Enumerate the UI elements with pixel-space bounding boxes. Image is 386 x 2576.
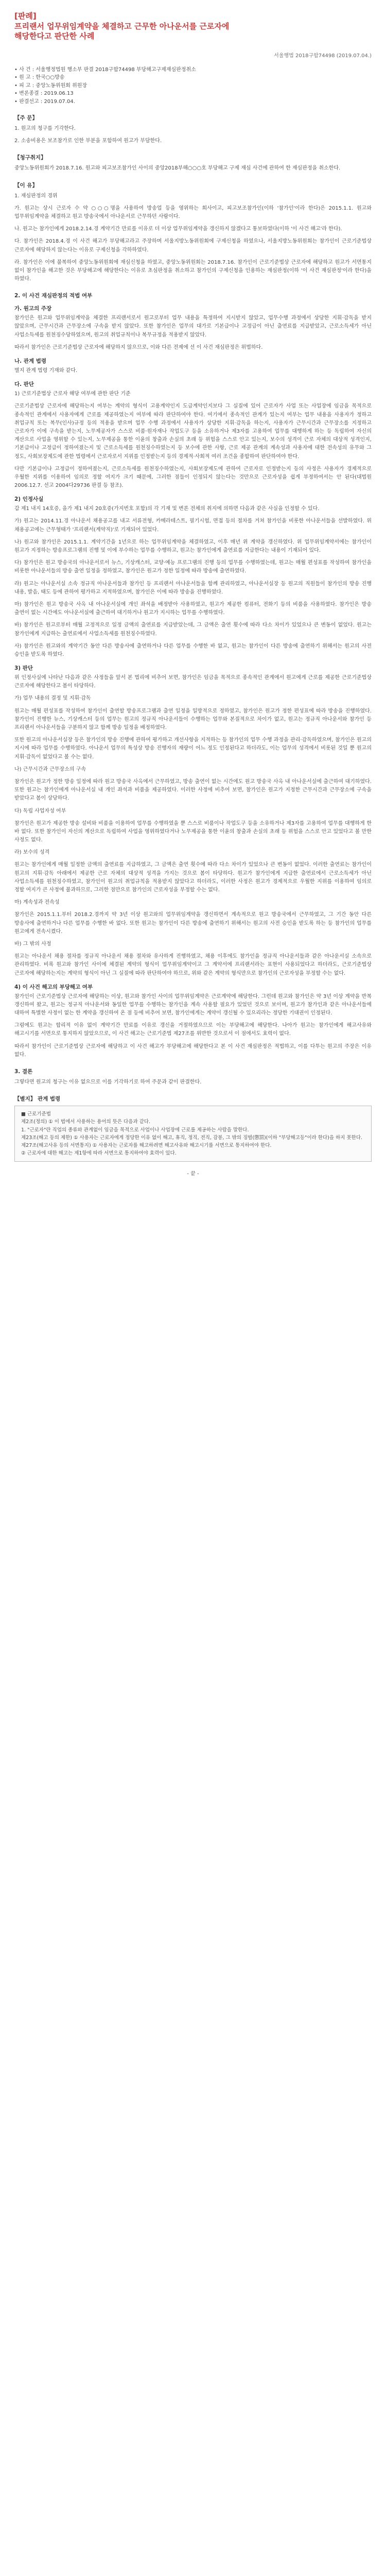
judgment-paragraph: 나) 근무시간과 근무장소의 구속 [14,766,86,772]
title-line-1: 프리랜서 업무위임계약을 체결하고 근무한 아나운서를 근로자에 [14,21,230,31]
sub-sections-container [14,304,372,490]
judgment-paragraph: 가) 업무 내용의 결정 및 지휘·감독 [14,696,91,702]
case-meta-item: • 사 건 : 서울행정법원 행소부 판결 2018구합74498 부당해고구제재심판정취소 [14,66,196,73]
judgment-paragraph: 다) 독립 사업자성 여부 [14,808,66,814]
sub-section-paragraph: 1) 근로기준법상 근로자 해당 여부에 관한 판단 기준 [14,391,131,397]
judgment-paragraph: 참가인은 원고가 제공한 방송 설비와 비품을 이용하여 업무를 수행하였을 뿐 스스로 비품이나 작업도구 등을 소유하거나 제3자를 고용하여 업무를 대행하게 한 바 없다. 또한 참가인이 자신의 계산으로 독립하여 사업을 영위하였다거나 노무제공을 통한 이윤의 창출과 손실의 초래 등 위험을 스스로 안고 있었다고 볼 만한 사정도 없다. [14,820,372,843]
dismissal-body [14,993,372,1059]
section-paragraph: 가. 원고는 상시 근로자 수 약 ○○○명을 사용하여 방송업 등을 영위하는 회사이고, 피고보조참가인(이하 '참가인'이라 한다)은 2015.1.1. 원고와 업무위임계약을 체결하고 원고 방송국에서 아나운서로 근무하던 사람이다. [14,205,372,219]
law-box [14,1106,372,1162]
judgment-paragraph: 원고는 매월 편성표를 작성하여 참가인이 출연할 방송프로그램과 출연 일정을 일방적으로 정하였고, 참가인은 원고가 정한 편성표에 따라 방송을 진행하였다. 참가인이 진행한 뉴스, 기상캐스터 등의 업무는 원고의 정규직 아나운서들이 수행하는 업무와 본질적으로 차이가 없고, 원고는 정규직 아나운서와 참가인 등 프리랜서 아나운서들을 구분하지 않고 함께 방송 일정을 배정하였다. [14,708,372,731]
sections-container [14,114,372,299]
section-head: 【이 유】 [14,182,38,189]
case-number: 서울행법 2018구합74498 (2019.07.04.) [274,53,372,59]
dismissal-paragraph: 따라서 참가인이 근로기준법상 근로자에 해당하고 이 사건 해고가 부당해고에 해당한다고 본 이 사건 재심판정은 적법하고, 이를 다투는 원고의 주장은 이유 없다. [14,1043,372,1058]
section-head: 2. 이 사건 재심판정의 적법 여부 [14,293,93,299]
law-line: 제2조(정의) ① 이 법에서 사용하는 용어의 뜻은 다음과 같다. [21,1119,151,1125]
section-paragraph: 중앙노동위원회가 2018.7.16. 원고와 피고보조참가인 사이의 중앙2018부해○○○호 부당해고 구제 재심 사건에 관하여 한 재심판정을 취소한다. [14,165,341,172]
conclusion-body [14,1078,372,1087]
section-paragraph: 1. 원고의 청구를 기각한다. [14,126,76,131]
law-line: 제27조(해고사유 등의 서면통지) ① 사용자는 근로자를 해고하려면 해고사유와 해고시기를 서면으로 통지하여야 한다. [21,1142,272,1148]
case-meta [14,66,372,106]
section-head: 【청구취지】 [14,155,46,161]
dismissal-head: 4) 이 사건 해고의 부당해고 여부 [14,984,93,990]
title-block [14,11,372,42]
recognized-facts [14,517,372,659]
sub-section-paragraph: 다만 기본급이나 고정급이 정하여졌는지, 근로소득세를 원천징수하였는지, 사회보장제도에 관하여 근로자로 인정받는지 등의 사정은 사용자가 경제적으로 우월한 지위를 이용하여 임의로 정할 여지가 크기 때문에, 그러한 점들이 인정되지 않는다는 것만으로 근로자성을 쉽게 부정하여서는 안 된다(대법원 2006.12.7. 선고 2004다29736 판결 등 참조). [14,466,372,489]
recognized-paragraph: 라) 원고는 아나운서실 소속 정규직 아나운서들과 참가인 등 프리랜서 아나운서들을 함께 관리하였고, 아나운서실장 등 원고의 직원들이 참가인의 방송 진행 내용, 발음, 태도 등에 관하여 평가하고 지적하였으며, 참가인은 이에 따라 방송을 진행하였다. [14,581,372,595]
judgment-paragraph: 바) 그 밖의 사정 [14,941,51,947]
law-box-head: 【별지】 관계 법령 [14,1096,61,1103]
dismissal-paragraph: 그럼에도 원고는 합리적 이유 없이 계약기간 만료를 이유로 갱신을 거절하였으므로 이는 부당해고에 해당한다. 나아가 원고는 참가인에게 해고사유와 해고시기를 서면으로 통지하지 않았으므로, 이 사건 해고는 근로기준법 제27조를 위반한 것으로서 이 점에서도 효력이 없다. [14,1023,372,1037]
title-tag: [판례] [14,11,37,21]
judgment-paragraph: 마) 계속성과 전속성 [14,900,60,906]
judgment-head: 3) 판단 [14,665,33,672]
judgment-paragraph: 또한 원고의 아나운서실장 등은 참가인의 방송 진행에 관하여 평가하고 개선사항을 지적하는 등 참가인의 업무 수행 과정을 관리·감독하였으며, 참가인은 원고의 지시에 따라 업무를 수행하였다. 아나운서 업무의 특성상 방송 진행자의 재량이 어느 정도 인정된다고 하더라도, 이는 업무의 성격에서 비롯된 것일 뿐 원고의 지휘·감독이 없었다고 볼 수는 없다. [14,737,372,760]
law-line: 제23조(해고 등의 제한) ① 사용자는 근로자에게 정당한 이유 없이 해고, 휴직, 정직, 전직, 감봉, 그 밖의 징벌(懲罰)(이하 "부당해고등"이라 한다)을 하지 못한다. [21,1134,363,1141]
sub-section-paragraph: 근로기준법상 근로자에 해당하는지 여부는 계약의 형식이 고용계약인지 도급계약인지보다 그 실질에 있어 근로자가 사업 또는 사업장에 임금을 목적으로 종속적인 관계에서 사용자에게 근로를 제공하였는지 여부에 따라 판단하여야 한다. 여기에서 종속적인 관계가 있는지 여부는 업무 내용을 사용자가 정하고 취업규칙 또는 복무(인사)규정 등의 적용을 받으며 업무 수행 과정에서 사용자가 상당한 지휘·감독을 하는지, 사용자가 근무시간과 근무장소를 지정하고 근로자가 이에 구속을 받는지, 노무제공자가 스스로 비품·원자재나 작업도구 등을 소유하거나 제3자를 고용하여 업무를 대행하게 하는 등 독립하여 자신의 계산으로 사업을 영위할 수 있는지, 노무제공을 통한 이윤의 창출과 손실의 초래 등 위험을 스스로 안고 있는지, 보수의 성격이 근로 자체의 대상적 성격인지, 기본급이나 고정급이 정하여졌는지 및 근로소득세를 원천징수하였는지 등 보수에 관한 사항, 근로 제공 관계의 계속성과 사용자에 대한 전속성의 유무와 그 정도, 사회보장제도에 관한 법령에서 근로자로서 지위를 인정받는지 등의 경제적·사회적 여러 조건을 종합하여 판단하여야 한다. [14,403,372,460]
title-line-2: 해당한다고 판단한 사례 [14,31,95,41]
judgment-paragraph: 라) 보수의 성격 [14,850,50,856]
section-paragraph: 나. 원고는 참가인에게 2018.2.14.경 계약기간 만료를 이유로 더 이상 업무위임계약을 갱신하지 않겠다고 통보하였다(이하 '이 사건 해고'라 한다). [14,226,342,232]
sub-section-head: 가. 원고의 주장 [14,306,52,312]
end-mark: - 끝 - [187,1171,199,1177]
recognized-paragraph: 다) 참가인은 원고 방송국의 아나운서로서 뉴스, 기상캐스터, 교양·예능 프로그램의 진행 등의 업무를 수행하였는데, 원고는 매월 편성표를 작성하여 참가인을 비롯한 아나운서들의 방송 출연 일정을 정하였고, 참가인은 원고가 정한 일정에 따라 방송에 출연하였다. [14,560,372,574]
recognized-paragraph: 가) 원고는 2014.11.경 아나운서 채용공고를 내고 서류전형, 카메라테스트, 필기시험, 면접 등의 절차를 거쳐 참가인을 비롯한 아나운서들을 선발하였다. 위 채용공고에는 근무형태가 '프리랜서(계약직)'로 기재되어 있었다. [14,518,372,533]
case-meta-item: • 변론종결 : 2019.06.13 [14,91,74,96]
law-line: ■ 근로기준법 [21,1111,51,1117]
conclusion-paragraph: 그렇다면 원고의 청구는 이유 없으므로 이를 기각하기로 하여 주문과 같이 판결한다. [14,1079,202,1085]
recognized-paragraph: 사) 참가인은 원고와의 계약기간 동안 다른 방송사에 출연하거나 다른 업무를 수행한 바 없고, 원고는 참가인이 다른 방송에 출연하기 위해서는 원고의 사전 승인을 받도록 하였다. [14,643,372,657]
sub-section-paragraph: 따라서 참가인은 근로기준법상 근로자에 해당하지 않으므로, 이와 다른 전제에 선 이 사건 재심판정은 위법하다. [14,344,263,350]
case-meta-item: • 피 고 : 중앙노동위원회 위원장 [14,82,87,89]
judgment-paragraph: 원고는 참가인에게 매월 일정한 금액의 출연료를 지급하였고, 그 금액은 출연 횟수에 따라 다소 차이가 있었으나 큰 변동이 없었다. 이러한 출연료는 참가인이 원고의 지휘·감독 아래에서 제공한 근로 자체의 대상적 성격을 가지는 것으로 봄이 타당하다. 원고가 참가인에게 지급한 출연료에서 근로소득세가 아닌 사업소득세를 원천징수하였고, 참가인이 원고의 취업규칙을 적용받지 않았다고 하더라도, 이러한 사정은 원고가 경제적으로 우월한 지위를 이용하여 임의로 정할 여지가 큰 사정에 불과하므로, 그러한 점만으로 참가인의 근로자성을 부정할 수는 없다. [14,862,372,893]
conclusion-head: 3. 결론 [14,1069,33,1075]
section-paragraph: 다. 참가인은 2018.4.경 이 사건 해고가 부당해고라고 주장하며 서울지방노동위원회에 구제신청을 하였으나, 서울지방노동위원회는 참가인이 근로기준법상 근로자에 해당하지 않는다는 이유로 구제신청을 각하하였다. [14,239,372,253]
sub-section-paragraph: 참가인은 원고와 업무위임계약을 체결한 프리랜서로서 원고로부터 업무 내용을 특정하여 지시받지 않았고, 업무수행 과정에서 상당한 지휘·감독을 받지 않았으며, 근무시간과 근무장소에 구속을 받지 않았다. 또한 참가인은 업무의 대가로 기본급이나 고정급이 아닌 출연료를 지급받았고, 근로소득세가 아닌 사업소득세를 원천징수당하였으며, 원고의 취업규칙이나 복무규정을 적용받지 않았다. [14,315,372,338]
section-paragraph: 2. 소송비용은 보조참가로 인한 부분을 포함하여 원고가 부담한다. [14,138,162,144]
law-line: ② 근로자에 대한 해고는 제1항에 따라 서면으로 통지하여야 효력이 있다. [21,1150,177,1157]
section-head: 【주 문】 [14,115,38,121]
judgment-paragraph: 참가인은 2015.1.1.부터 2018.2.경까지 약 3년 이상 원고와의 업무위임계약을 갱신하면서 계속적으로 원고 방송국에서 근무하였고, 그 기간 동안 다른 방송사에 출연하거나 다른 업무를 수행한 바 없다. 또한 원고는 참가인이 다른 방송에 출연하기 위해서는 원고의 사전 승인을 받도록 하는 등 참가인의 업무를 원고에게 전속시켰다. [14,912,372,935]
dismissal-paragraph: 참가인이 근로기준법상 근로자에 해당하는 이상, 원고와 참가인 사이의 업무위임계약은 근로계약에 해당한다. 그런데 원고와 참가인은 약 3년 이상 계약을 반복 갱신하여 왔고, 원고는 정규직 아나운서와 동일한 업무를 수행하는 참가인을 계속 사용할 필요가 있었던 것으로 보이며, 원고가 참가인과 같은 아나운서들에 대하여 특별한 사정이 없는 한 계약을 갱신하여 온 점 등에 비추어 보면, 참가인에게는 계약이 갱신될 수 있으리라는 정당한 기대권이 인정된다. [14,993,372,1016]
law-line: 1. "근로자"란 직업의 종류와 관계없이 임금을 목적으로 사업이나 사업장에 근로를 제공하는 사람을 말한다. [21,1127,249,1133]
sub-section-head: 나. 관계 법령 [14,358,47,364]
sub-section-paragraph: 별지 관계 법령 기재와 같다. [14,368,78,374]
recognized-paragraph: 나) 원고와 참가인은 2015.1.1. 계약기간을 1년으로 하는 업무위임계약을 체결하였고, 이후 매년 위 계약을 갱신하였다. 위 업무위임계약서에는 참가인이 원고가 지정하는 방송프로그램의 진행 및 이에 부수하는 업무를 수행하고, 원고는 참가인에게 출연료를 지급한다는 내용이 기재되어 있다. [14,539,372,553]
recognized-paragraph: 바) 참가인은 원고로부터 매월 고정적으로 일정 금액의 출연료를 지급받았는데, 그 금액은 출연 횟수에 따라 다소 차이가 있었으나 큰 변동이 없었다. 원고는 참가인에게 지급하는 출연료에서 사업소득세를 원천징수하였다. [14,622,372,637]
section-paragraph: 1. 재심판정의 경위 [14,193,58,199]
case-meta-item: • 판결선고 : 2019.07.04. [14,98,75,105]
judgment-paragraph: 원고는 아나운서 채용 절차를 정규직 아나운서 채용 절차와 유사하게 진행하였고, 채용 이후에도 참가인을 정규직 아나운서들과 같은 아나운서실 소속으로 관리하였다. 비록 원고와 참가인 사이에 체결된 계약의 형식이 업무위임계약이고 그 계약서에 프리랜서라는 표현이 사용되었다고 하더라도, 근로기준법상 근로자에 해당하는지는 계약의 형식이 아닌 그 실질에 따라 판단하여야 하므로, 위와 같은 계약의 형식만으로 참가인의 근로자성을 부정할 수는 없다. [14,954,372,976]
case-meta-item: • 원 고 : 한국○○방송 [14,75,65,80]
recognized-head: 2) 인정사실 [14,496,44,503]
judgment-intro: 위 인정사실에 나타난 다음과 같은 사정들을 앞서 본 법리에 비추어 보면, 참가인은 임금을 목적으로 종속적인 관계에서 원고에게 근로를 제공한 근로기준법상 근로자에 해당한다고 봄이 타당하다. [14,675,372,689]
judgment-paragraph: 참가인은 원고가 정한 방송 일정에 따라 원고 방송국 사옥에서 근무하였고, 방송 출연이 없는 시간에도 원고 방송국 사옥 내 아나운서실에 출근하여 대기하였다. 또한 원고는 참가인에게 아나운서실 내 개인 좌석과 비품을 제공하였다. 이러한 사정에 비추어 보면, 참가인은 원고가 지정한 근무시간과 근무장소에 구속을 받았다고 봄이 상당하다. [14,778,372,802]
section-paragraph: 라. 참가인은 이에 불복하여 중앙노동위원회에 재심신청을 하였고, 중앙노동위원회는 2018.7.16. 참가인이 근로기준법상 근로자에 해당하고 원고가 서면통지 없이 참가인을 해고한 것은 부당해고에 해당한다는 이유로 초심판정을 취소하고 참가인의 구제신청을 인용하는 재심판정(이하 '이 사건 재심판정'이라 한다)을 하였다. [14,259,372,282]
recognized-paragraph: 마) 참가인은 원고 방송국 사옥 내 아나운서실에 개인 좌석을 배정받아 사용하였고, 원고가 제공한 컴퓨터, 전화기 등의 비품을 사용하였다. 참가인은 방송 출연이 없는 시간에도 아나운서실에 출근하여 대기하거나 원고가 지시하는 업무를 수행하였다. [14,601,372,616]
recognized-intro: 갑 제1 내지 14호증, 을가 제1 내지 20호증(가지번호 포함)의 각 기재 및 변론 전체의 취지에 의하면 다음과 같은 사실을 인정할 수 있다. [14,506,320,512]
judgment-body [14,694,372,977]
sub-section-head: 다. 판단 [14,381,34,388]
